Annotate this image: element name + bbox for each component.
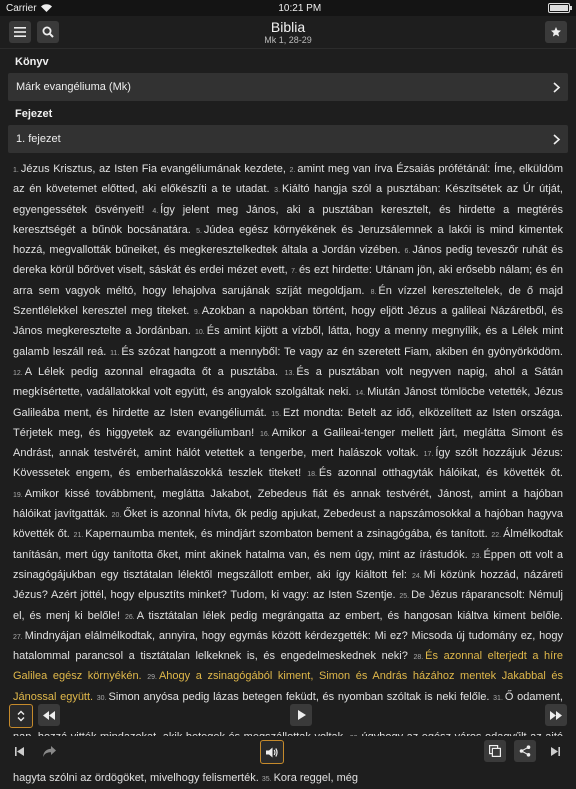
verse-number: 7.: [291, 268, 297, 276]
verse-text: Ahogy a zsinagógából kiment, Simon és András házához mentek Jakabbal és Jánossal együtt.: [13, 670, 563, 703]
rewind-icon: [43, 711, 55, 720]
verse[interactable]: [307, 467, 563, 479]
verse-number: 24.: [412, 572, 422, 580]
verse-text: Éppen ott volt a zsinagógájukban egy tisztátalan lélektől megszállott ember, aki így kiáltott fel:: [13, 548, 563, 581]
share-button[interactable]: [514, 740, 536, 762]
verse-number: 4.: [152, 207, 159, 215]
verse-text: Ő odament,: [504, 690, 563, 703]
verse-number: 31.: [493, 694, 503, 702]
verse-text: Álmélkodtak tanításán, mert úgy tanította őket, mint akinek hatalma van, és nem úgy, mint az írástudók.: [13, 528, 563, 561]
skip-back-button[interactable]: [9, 740, 31, 762]
verse-number: 35.: [261, 775, 272, 783]
verse-number: 25.: [399, 593, 410, 601]
verse-number: 22.: [491, 532, 502, 540]
verse-number: 6.: [404, 248, 411, 256]
speaker-icon: [266, 747, 278, 758]
status-bar: [0, 0, 576, 16]
verse-number: 12.: [13, 369, 23, 377]
fast-forward-button[interactable]: [545, 704, 567, 726]
chapter-selector[interactable]: [8, 125, 568, 153]
verse[interactable]: [13, 163, 286, 175]
play-icon: [297, 710, 306, 720]
verse-text: Miután Jánost tömlöcbe vetették, Jézus Galileába ment, és hirdette az Isten evangéliumát.: [13, 386, 563, 419]
verse-number: 29.: [147, 674, 157, 682]
page-subtitle: Mk 1, 28-29: [264, 35, 312, 45]
verse-text: Simon anyósa pedig lázas betegen feküdt, és nyomban szóltak is neki felőle.: [108, 690, 490, 703]
share-icon: [519, 745, 531, 757]
verse-text: és ezt hirdette: Utánam jön, aki erősebb nálam; és én arra sem vagyok méltó, hogy lehajolva sarujának szíját megoldjam.: [13, 264, 563, 297]
verse[interactable]: [110, 346, 563, 358]
verse[interactable]: [97, 691, 490, 703]
verse-text: amint meg van írva Ézsaiás prófétánál: Íme, elküldöm az én követemet előtted, aki előkészíti a te utadat.: [13, 163, 563, 196]
verse-number: 9.: [193, 309, 200, 317]
verse-text: Kiáltó hangja szól a pusztában: Készítsétek az Úr útját, egyengessétek ösvényeit!: [13, 183, 563, 216]
audio-player-bar: [0, 704, 576, 732]
verse-number: 26.: [124, 613, 135, 621]
copy-icon: [489, 745, 501, 757]
verse-text: János pedig teveszőr ruhát és dereka körül bőrövet viselt, sáskát és erdei mézet evett,: [13, 244, 563, 277]
verse-number: 28.: [413, 654, 424, 662]
verse-text: De Jézus ráparancsolt: Némulj el, és menj ki belőle!: [13, 589, 563, 622]
rewind-button[interactable]: [38, 704, 60, 726]
share-arrow-button[interactable]: [38, 740, 60, 762]
verse-text: Júdea egész környékének és Jeruzsálemnek a lakói is mind kimentek hozzá, megvallották bűneiket, és megkeresztelkedtek általa a Jordán vizében.: [13, 223, 563, 257]
skip-back-icon: [15, 747, 25, 756]
expand-collapse-button[interactable]: [9, 704, 33, 728]
verse-text: Kapernaumba mentek, és mindjárt szombaton bement a zsinagógába, és tanított.: [85, 528, 488, 541]
verse[interactable]: [125, 610, 563, 622]
verse-number: 30.: [96, 694, 107, 702]
verse-number: 20.: [111, 512, 122, 520]
carrier-label: Carrier: [6, 2, 37, 14]
book-section-label: Könyv: [15, 56, 49, 68]
verse-text: A Lélek pedig azonnal elragadta őt a pusztába.: [24, 365, 279, 378]
scripture-text[interactable]: [13, 160, 564, 784]
expand-collapse-icon: [16, 710, 26, 722]
chevron-right-icon: [553, 134, 560, 145]
verse-number: 21.: [73, 532, 84, 540]
chapter-section-label: Fejezet: [15, 108, 53, 120]
verse-number: 11.: [110, 349, 120, 357]
copy-button[interactable]: [484, 740, 506, 762]
verse-number: 27.: [13, 633, 23, 641]
clock: 10:21 PM: [278, 2, 322, 14]
play-button[interactable]: [290, 704, 312, 726]
book-selector[interactable]: [8, 73, 568, 101]
verse-text: És amint kijött a vízből, látta, hogy a menny megnyílik, és a Lélek mint galamb leszáll reá.: [13, 325, 564, 358]
verse-number: 23.: [471, 552, 482, 560]
verse-text: Mi közünk hozzád, názáreti Jézus? Azért jöttél, hogy elpusztíts minket? Tudom, ki vagy: az Isten Szentje.: [13, 568, 563, 602]
verse-number: 8.: [370, 288, 377, 296]
verse-text: Így jelent meg János, aki a pusztában keresztelt, és hirdette a megtérés keresztségét a bűnök bocsánatára.: [13, 203, 563, 236]
verse[interactable]: [74, 528, 488, 540]
verse-text: Kora reggel, még: [273, 771, 358, 784]
verse-text: Ezt mondta: Betelt az idő, elközelített az Isten országa. Térjetek meg, és higgyetek az evangéliumban!: [13, 406, 563, 439]
star-icon: [550, 26, 562, 38]
verse-text: És azonnal elterjedt a híre Galilea egész környékén.: [13, 650, 563, 683]
verse-number: 18.: [307, 471, 317, 479]
verse-text: Így szólt hozzájuk Jézus: Kövessetek engem, és emberhalászokká teszlek titeket!: [13, 447, 563, 480]
verse-text: Mindnyájan elálmélkodtak, annyira, hogy egymás között kérdezgették: Mi ez? Micsoda új tudomány ez, hogy hatalommal parancsol a tisztátalan lelkeknek is, és engedelmeskednek neki?: [13, 629, 563, 663]
verse-text: Jézus Krisztus, az Isten Fia evangéliumának kezdete,: [20, 163, 286, 175]
verse-text: Amikor a Galileai-tenger mellett járt, meglátta Simont és Andrást, annak testvérét, amint hálót vetettek a tengerbe, mert halászok voltak.: [13, 426, 563, 460]
chevron-right-icon: [553, 82, 560, 93]
bottom-toolbar: [0, 736, 576, 768]
verse-text: Én vízzel kereszteltelek, de ő majd Szentlélekkel keresztel meg titeket.: [13, 284, 564, 318]
verse-number: 1.: [13, 167, 19, 174]
audio-toggle-button[interactable]: [260, 740, 284, 764]
verse-number: 3.: [274, 187, 281, 195]
verse-number: 15.: [271, 410, 282, 418]
verse-text: Azokban a napokban történt, hogy eljött Jézus a galileai Názáretből, és János megkeresztelte a Jordánban.: [13, 305, 563, 338]
verse[interactable]: [13, 366, 278, 378]
verse-text: És szózat hangzott a mennyből: Te vagy az én szeretett Fiam, akiben én gyönyörködöm.: [121, 345, 563, 358]
skip-forward-icon: [550, 747, 560, 756]
verse[interactable]: [262, 772, 358, 784]
battery-icon: [548, 3, 570, 13]
verse-number: 19.: [13, 491, 23, 499]
verse-text: És azonnal otthagyták hálóikat, és követték őt.: [318, 467, 563, 480]
book-selector-value: Márk evangéliuma (Mk): [16, 81, 131, 93]
verse-text: Amikor kissé továbbment, meglátta Jakabot, Zebedeus fiát és annak testvérét, Jánost, amint a hajóban hálóikat javítgatták.: [13, 487, 563, 521]
chapter-selector-value: 1. fejezet: [16, 133, 61, 145]
verse-number: 2.: [289, 167, 296, 174]
verse-number: 16.: [260, 430, 270, 438]
verse-text: És a pusztában volt negyven napig, ahol a Sátán megkísértette, vadállatokkal volt együtt, és angyalok szolgáltak neki.: [13, 365, 563, 399]
verse-number: 17.: [423, 451, 434, 459]
page-title: Biblia: [270, 19, 306, 35]
skip-forward-button[interactable]: [544, 740, 566, 762]
share-arrow-icon: [43, 746, 56, 757]
bookmark-button[interactable]: [545, 21, 567, 43]
verse-text: hagyta szólni az ördögöket, mivelhogy felismerték.: [13, 771, 259, 784]
navigation-bar: [0, 16, 576, 49]
verse-number: 14.: [355, 390, 366, 398]
verse-number: 13.: [284, 369, 295, 377]
verse-text: A tisztátalan lélek pedig megrángatta az embert, és hangosan kiáltva kiment belőle.: [136, 609, 563, 622]
verse-text: Őket is azonnal hívta, ők pedig apjukat, Zebedeust a napszámosokkal a hajóban hagyva követték őt.: [13, 508, 563, 541]
fast-forward-icon: [550, 711, 562, 720]
verse-number: 10.: [195, 329, 205, 337]
verse-number: 5.: [196, 227, 202, 235]
wifi-icon: [41, 4, 52, 12]
